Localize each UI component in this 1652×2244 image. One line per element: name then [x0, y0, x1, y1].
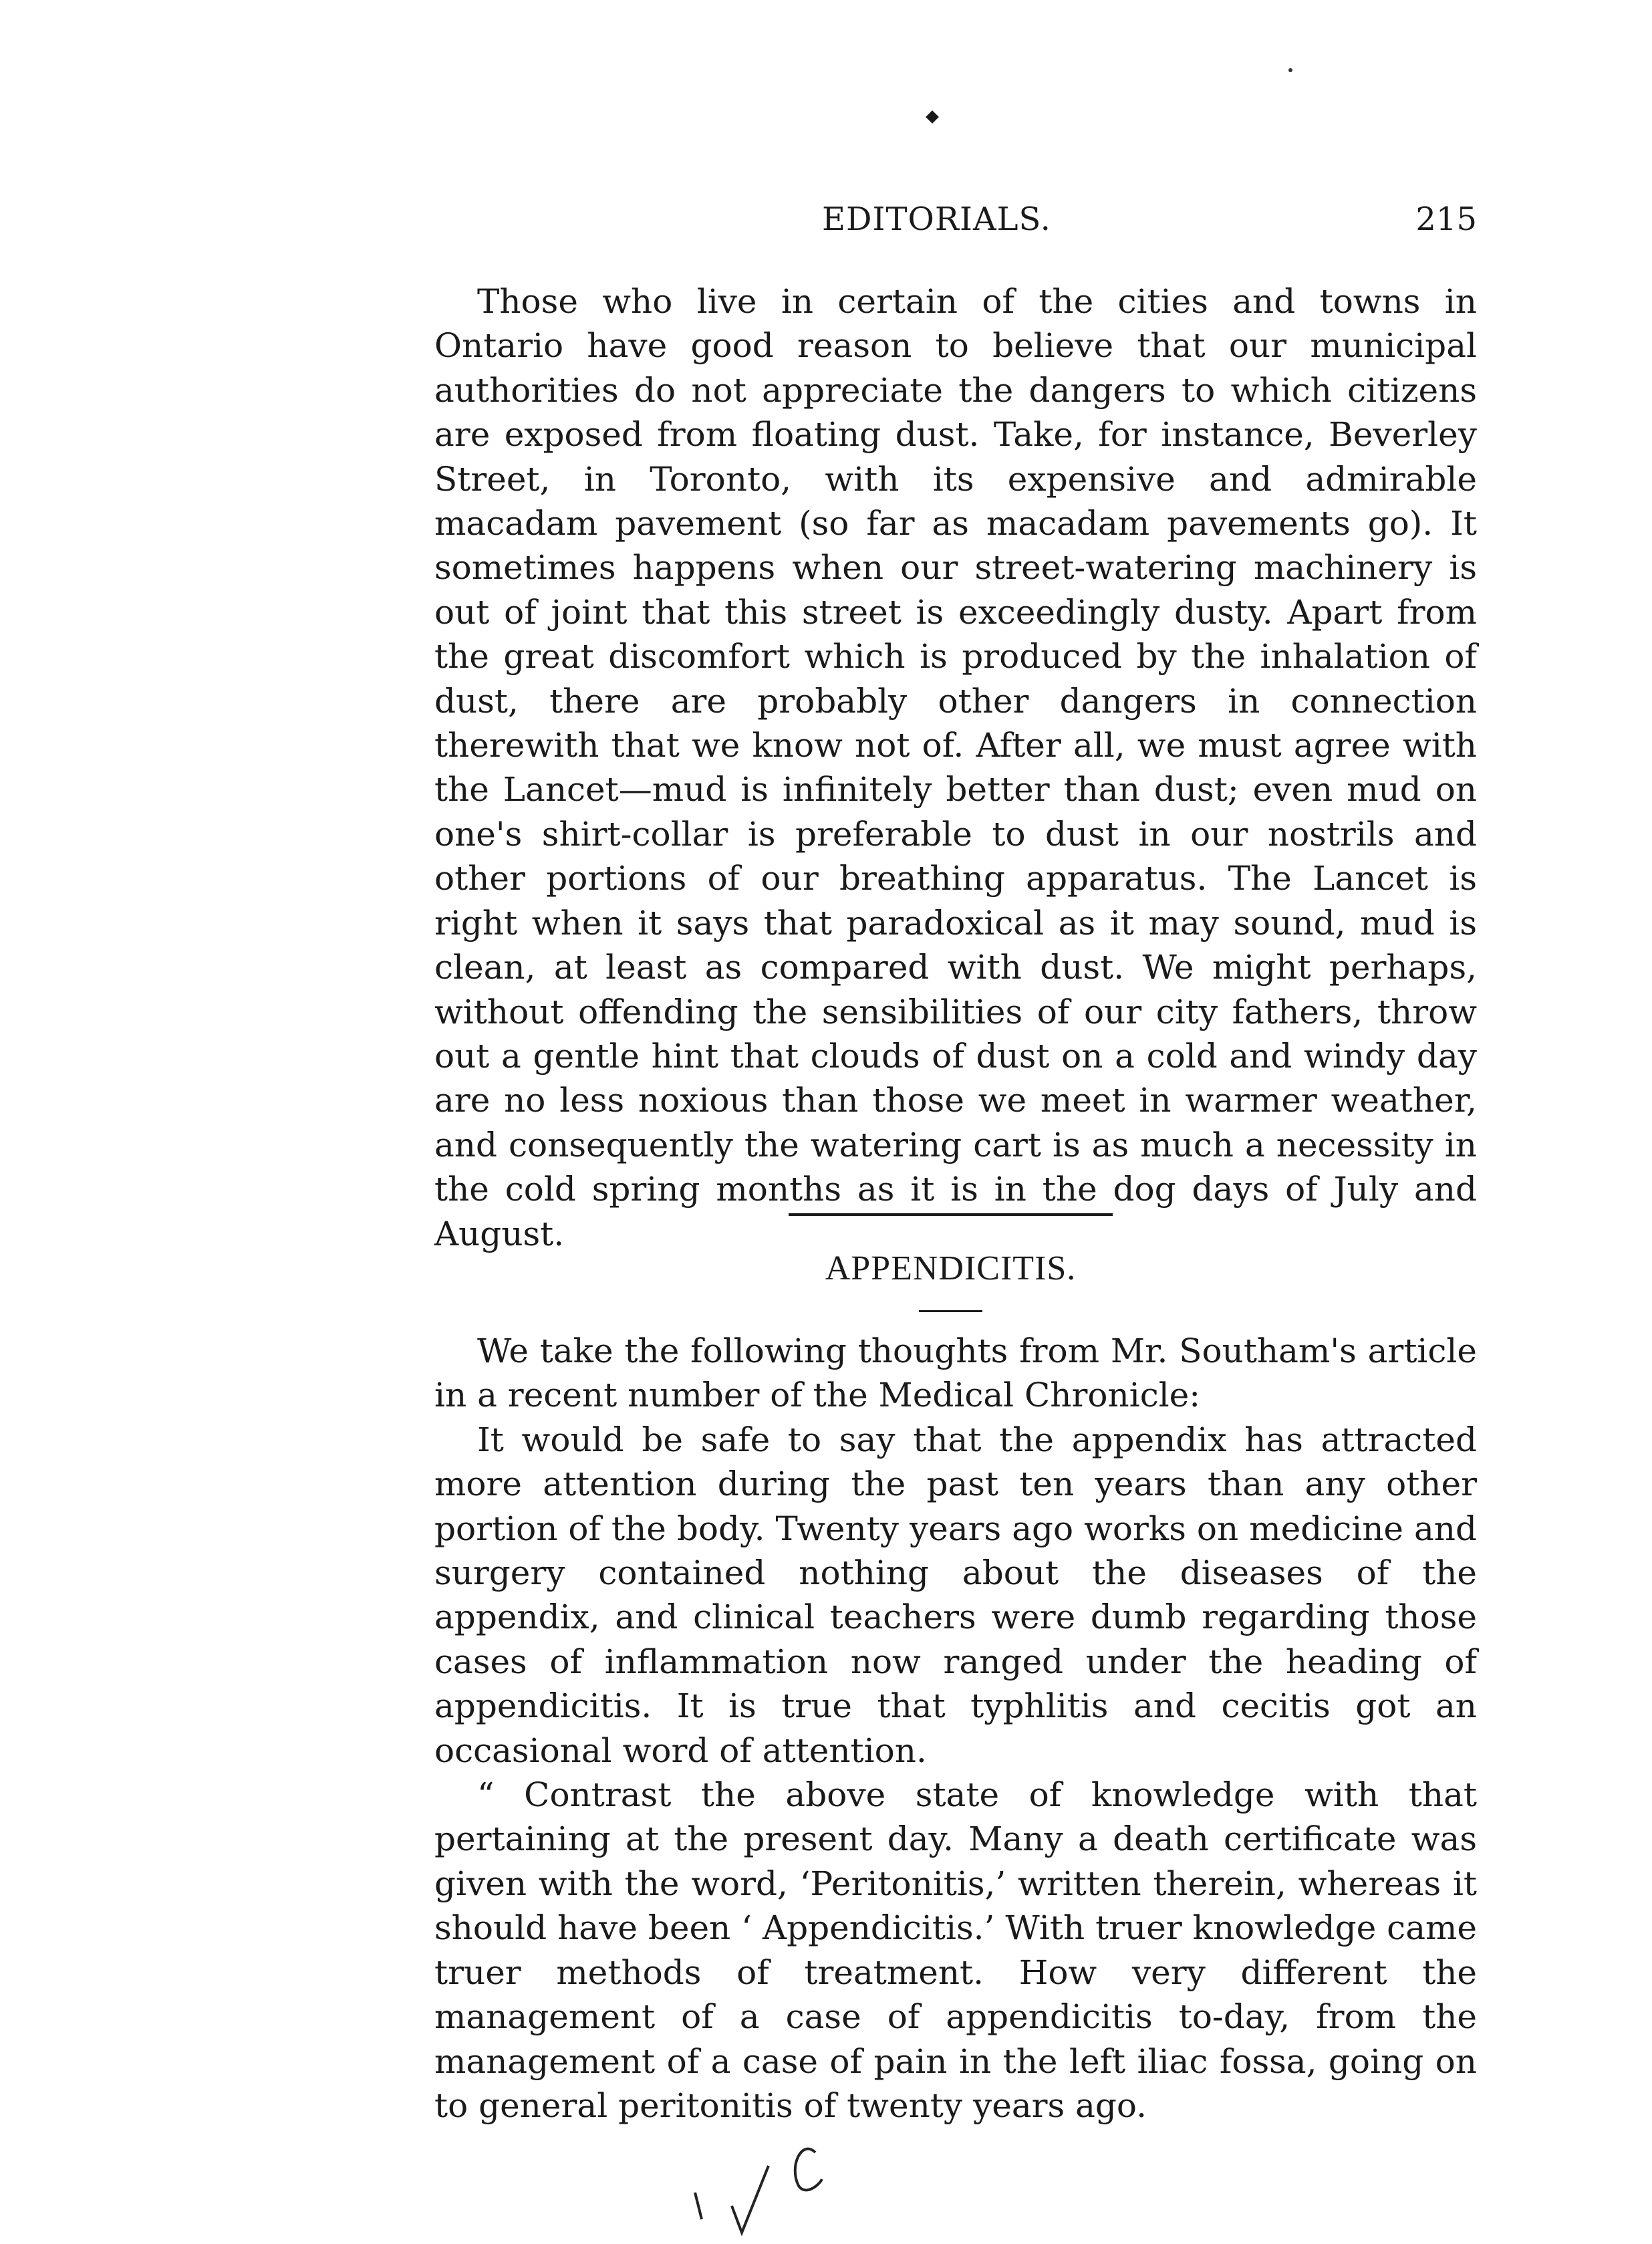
speck-mark — [1288, 68, 1292, 72]
body-paragraph-2: “ Contrast the above state of knowledge with that pertaining at the present day. Many a death certificate was given with the word, ‘Peritonitis,’ written therein, whereas it should have been ‘ Appendicitis.’ With truer knowledge came truer methods of treatment. How very different the management of a case of appendicitis to-day, from the management of a case of pain in the left iliac fossa, going on to general peritonitis of twenty years ago. — [434, 1775, 1477, 2125]
appendicitis-article — [434, 1329, 1477, 2128]
ornament-mark — [926, 110, 939, 124]
pen-check-mark — [732, 2166, 769, 2233]
section-divider — [789, 1213, 1113, 1216]
running-header — [434, 201, 1477, 254]
intro-paragraph: We take the following thoughts from Mr. Southam's article in a recent number of the Medical Chronicle: — [434, 1332, 1477, 1415]
pen-stroke-1 — [695, 2193, 702, 2219]
body-paragraph-1: It would be safe to say that the appendix has attracted more attention during the past ten years than any other portion of the body. Twenty years ago works on medicine and surgery contained nothing about the diseases of the appendix, and clinical teachers were dumb regarding those cases of inflammation now ranged under the heading of appendicitis. It is true that typhlitis and cecitis got an occasional word of attention. — [434, 1420, 1477, 1770]
title-underline — [919, 1310, 982, 1312]
dust-paragraph: Those who live in certain of the cities and towns in Ontario have good reason to believe that our municipal authorities do not appreciate the dangers to which citizens are exposed from floating dust. Take, for instance, Beverley Street, in Toronto, with its expensive and admirable macadam pavement (so far as macadam pavements go). It sometimes happens when our street-watering machinery is out of joint that this street is exceedingly dusty. Apart from the great discomfort which is produced by the inhalation of dust, there are probably other dangers in connection therewith that we know not of. After all, we must agree with the Lancet—mud is infinitely better than dust; even mud on one's shirt-collar is preferable to dust in our nostrils and other portions of our breathing apparatus. The Lancet is right when it says that paradoxical as it may sound, mud is clean, at least as compared with dust. We might perhaps, without offending the sensibilities of our city fathers, throw out a gentle hint that clouds of dust on a cold and windy day are no less noxious than those we meet in warmer weather, and consequently the watering cart is as much a necessity in the cold spring months as it is in the dog days of July and August. — [434, 282, 1477, 1253]
running-title: EDITORIALS. — [822, 201, 1051, 238]
dust-editorial — [434, 279, 1477, 1256]
section-title: APPENDICITIS. — [825, 1249, 1077, 1287]
page-number: 215 — [1415, 201, 1477, 238]
handwritten-pen-marks — [682, 2126, 882, 2239]
pen-curve — [795, 2149, 822, 2191]
